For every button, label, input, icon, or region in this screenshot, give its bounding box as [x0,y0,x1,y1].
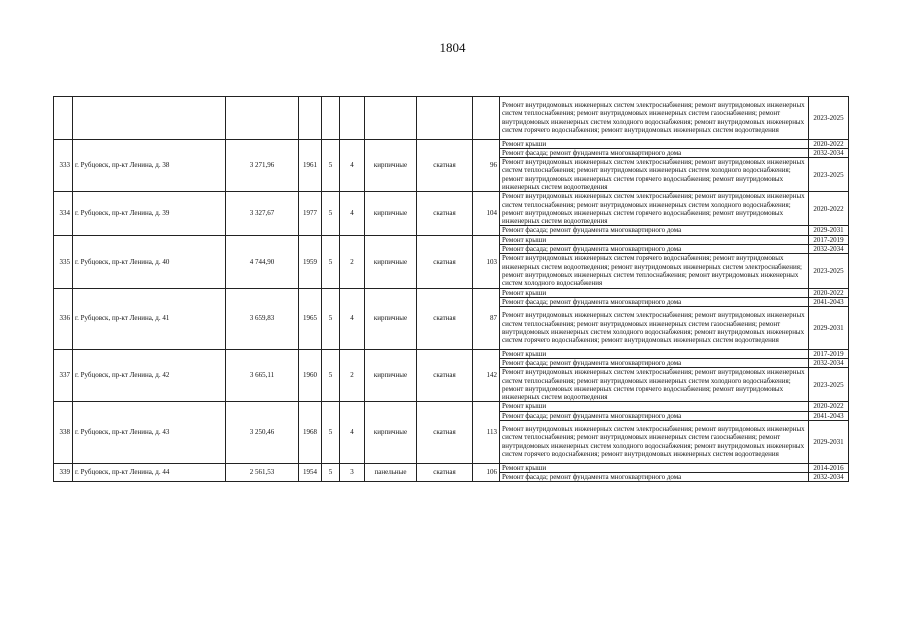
table-row [54,402,849,411]
apartments-cell: 113 [473,402,500,463]
year-built-cell [299,97,322,140]
row-number [54,97,73,140]
area-cell: 3 659,83 [226,288,299,349]
apartments-cell: 142 [473,349,500,402]
repair-period-cell: 2020-2022 [809,139,849,148]
repair-period-cell: 2023-2025 [809,368,849,402]
wall-material-cell: панельные [365,463,417,482]
wall-material-cell: кирпичные [365,139,417,192]
floors-cell: 5 [322,139,340,192]
roof-type-cell: скатная [417,463,473,482]
year-built-cell: 1954 [299,463,322,482]
repair-period-cell: 2020-2022 [809,288,849,297]
entrances-cell: 2 [340,235,365,288]
floors-cell: 5 [322,288,340,349]
page-number: 1804 [439,40,466,55]
row-number: 338 [54,402,73,463]
floors-cell: 5 [322,235,340,288]
year-built-cell: 1977 [299,192,322,235]
repair-work-cell: Ремонт крыши [500,463,809,472]
area-cell [226,97,299,140]
table-row [54,349,849,358]
entrances-cell: 4 [340,139,365,192]
repair-period-cell: 2023-2025 [809,254,849,288]
repair-work-cell: Ремонт внутридомовых инженерных систем электроснабжения; ремонт внутридомовых инженерных систем теплоснабжения; ремонт внутридомовых инженерных систем газоснабжения; ремонт внутридомовых инженерных систем холодного водоснабжения; ремонт внутридомовых инженерных систем горячего водоснабжения; ремонт внутридомовых инженерных систем водоотведения [500,97,809,140]
repair-period-cell: 2020-2022 [809,192,849,226]
year-built-cell: 1968 [299,402,322,463]
repair-work-cell: Ремонт фасада; ремонт фундамента многоквартирного дома [500,148,809,157]
table-row [54,288,849,297]
repair-period-cell: 2029-2031 [809,421,849,464]
wall-material-cell [365,97,417,140]
table-row [54,192,849,226]
area-cell: 3 250,46 [226,402,299,463]
area-cell: 3 327,67 [226,192,299,235]
year-built-cell: 1959 [299,235,322,288]
repair-work-cell: Ремонт фасада; ремонт фундамента многоквартирного дома [500,358,809,367]
roof-type-cell: скатная [417,402,473,463]
table-row [54,235,849,244]
repair-period-cell: 2029-2031 [809,307,849,350]
apartments-cell: 96 [473,139,500,192]
repair-work-cell: Ремонт крыши [500,139,809,148]
repair-work-cell: Ремонт фасада; ремонт фундамента многоквартирного дома [500,411,809,420]
roof-type-cell: скатная [417,235,473,288]
row-number: 334 [54,192,73,235]
entrances-cell: 4 [340,288,365,349]
address-cell: г. Рубцовск, пр-кт Ленина, д. 40 [73,235,226,288]
address-cell [73,97,226,140]
repair-work-cell: Ремонт крыши [500,235,809,244]
area-cell: 4 744,90 [226,235,299,288]
floors-cell: 5 [322,192,340,235]
year-built-cell: 1961 [299,139,322,192]
row-number: 339 [54,463,73,482]
repair-period-cell: 2023-2025 [809,158,849,192]
repair-period-cell: 2029-2031 [809,226,849,235]
row-number: 337 [54,349,73,402]
address-cell: г. Рубцовск, пр-кт Ленина, д. 42 [73,349,226,402]
repair-period-cell: 2032-2034 [809,245,849,254]
wall-material-cell: кирпичные [365,349,417,402]
floors-cell: 5 [322,463,340,482]
roof-type-cell: скатная [417,288,473,349]
table-row [54,139,849,148]
entrances-cell: 3 [340,463,365,482]
repair-work-cell: Ремонт внутридомовых инженерных систем горячего водоснабжения; ремонт внутридомовых инженерных систем водоотведения; ремонт внутридомовых инженерных систем электроснабжения; ремонт внутридомовых инженерных систем теплоснабжения; ремонт внутридомовых инженерных систем холодного водоснабжения [500,254,809,288]
entrances-cell: 2 [340,349,365,402]
apartments-cell: 104 [473,192,500,235]
repair-work-cell: Ремонт фасада; ремонт фундамента многоквартирного дома [500,226,809,235]
repair-period-cell: 2017-2019 [809,235,849,244]
address-cell: г. Рубцовск, пр-кт Ленина, д. 38 [73,139,226,192]
repair-work-cell: Ремонт внутридомовых инженерных систем электроснабжения; ремонт внутридомовых инженерных систем теплоснабжения; ремонт внутридомовых инженерных систем холодного водоснабжения; ремонт внутридомовых инженерных систем горячего водоснабжения; ремонт внутридомовых инженерных систем водоотведения [500,192,809,226]
wall-material-cell: кирпичные [365,288,417,349]
address-cell: г. Рубцовск, пр-кт Ленина, д. 44 [73,463,226,482]
address-cell: г. Рубцовск, пр-кт Ленина, д. 43 [73,402,226,463]
entrances-cell: 4 [340,192,365,235]
repair-work-cell: Ремонт крыши [500,349,809,358]
table-row [54,463,849,472]
wall-material-cell: кирпичные [365,192,417,235]
apartments-cell: 106 [473,463,500,482]
table-body [54,97,849,482]
year-built-cell: 1965 [299,288,322,349]
apartments-cell: 87 [473,288,500,349]
roof-type-cell: скатная [417,192,473,235]
table-row [54,97,849,140]
repair-work-cell: Ремонт внутридомовых инженерных систем электроснабжения; ремонт внутридомовых инженерных систем теплоснабжения; ремонт внутридомовых инженерных систем холодного водоснабжения; ремонт внутридомовых инженерных систем горячего водоснабжения; ремонт внутридомовых инженерных систем водоотведения [500,368,809,402]
repair-work-cell: Ремонт крыши [500,288,809,297]
repair-work-cell: Ремонт внутридомовых инженерных систем электроснабжения; ремонт внутридомовых инженерных систем теплоснабжения; ремонт внутридомовых инженерных систем газоснабжения; ремонт внутридомовых инженерных систем холодного водоснабжения; ремонт внутридомовых инженерных систем горячего водоснабжения; ремонт внутридомовых инженерных систем водоотведения [500,307,809,350]
roof-type-cell: скатная [417,349,473,402]
repair-period-cell: 2014-2016 [809,463,849,472]
repair-work-cell: Ремонт внутридомовых инженерных систем электроснабжения; ремонт внутридомовых инженерных систем теплоснабжения; ремонт внутридомовых инженерных систем газоснабжения; ремонт внутридомовых инженерных систем холодного водоснабжения; ремонт внутридомовых инженерных систем горячего водоснабжения; ремонт внутридомовых инженерных систем водоотведения [500,421,809,464]
floors-cell [322,97,340,140]
repair-work-cell: Ремонт фасада; ремонт фундамента многоквартирного дома [500,297,809,306]
floors-cell: 5 [322,349,340,402]
repair-period-cell: 2032-2034 [809,358,849,367]
area-cell: 3 665,11 [226,349,299,402]
address-cell: г. Рубцовск, пр-кт Ленина, д. 41 [73,288,226,349]
apartments-cell: 103 [473,235,500,288]
housing-registry-table [53,96,849,482]
repair-work-cell: Ремонт фасада; ремонт фундамента многоквартирного дома [500,472,809,481]
roof-type-cell: скатная [417,139,473,192]
area-cell: 3 271,96 [226,139,299,192]
row-number: 333 [54,139,73,192]
area-cell: 2 561,53 [226,463,299,482]
repair-work-cell: Ремонт крыши [500,402,809,411]
repair-period-cell: 2041-2043 [809,411,849,420]
address-cell: г. Рубцовск, пр-кт Ленина, д. 39 [73,192,226,235]
year-built-cell: 1960 [299,349,322,402]
floors-cell: 5 [322,402,340,463]
repair-period-cell: 2023-2025 [809,97,849,140]
repair-period-cell: 2032-2034 [809,148,849,157]
repair-period-cell: 2017-2019 [809,349,849,358]
wall-material-cell: кирпичные [365,402,417,463]
roof-type-cell [417,97,473,140]
wall-material-cell: кирпичные [365,235,417,288]
repair-work-cell: Ремонт фасада; ремонт фундамента многоквартирного дома [500,245,809,254]
entrances-cell: 4 [340,402,365,463]
row-number: 335 [54,235,73,288]
repair-period-cell: 2032-2034 [809,472,849,481]
repair-period-cell: 2041-2043 [809,297,849,306]
repair-work-cell: Ремонт внутридомовых инженерных систем электроснабжения; ремонт внутридомовых инженерных систем теплоснабжения; ремонт внутридомовых инженерных систем холодного водоснабжения; ремонт внутридомовых инженерных систем горячего водоснабжения; ремонт внутридомовых инженерных систем водоотведения [500,158,809,192]
apartments-cell [473,97,500,140]
row-number: 336 [54,288,73,349]
repair-period-cell: 2020-2022 [809,402,849,411]
entrances-cell [340,97,365,140]
